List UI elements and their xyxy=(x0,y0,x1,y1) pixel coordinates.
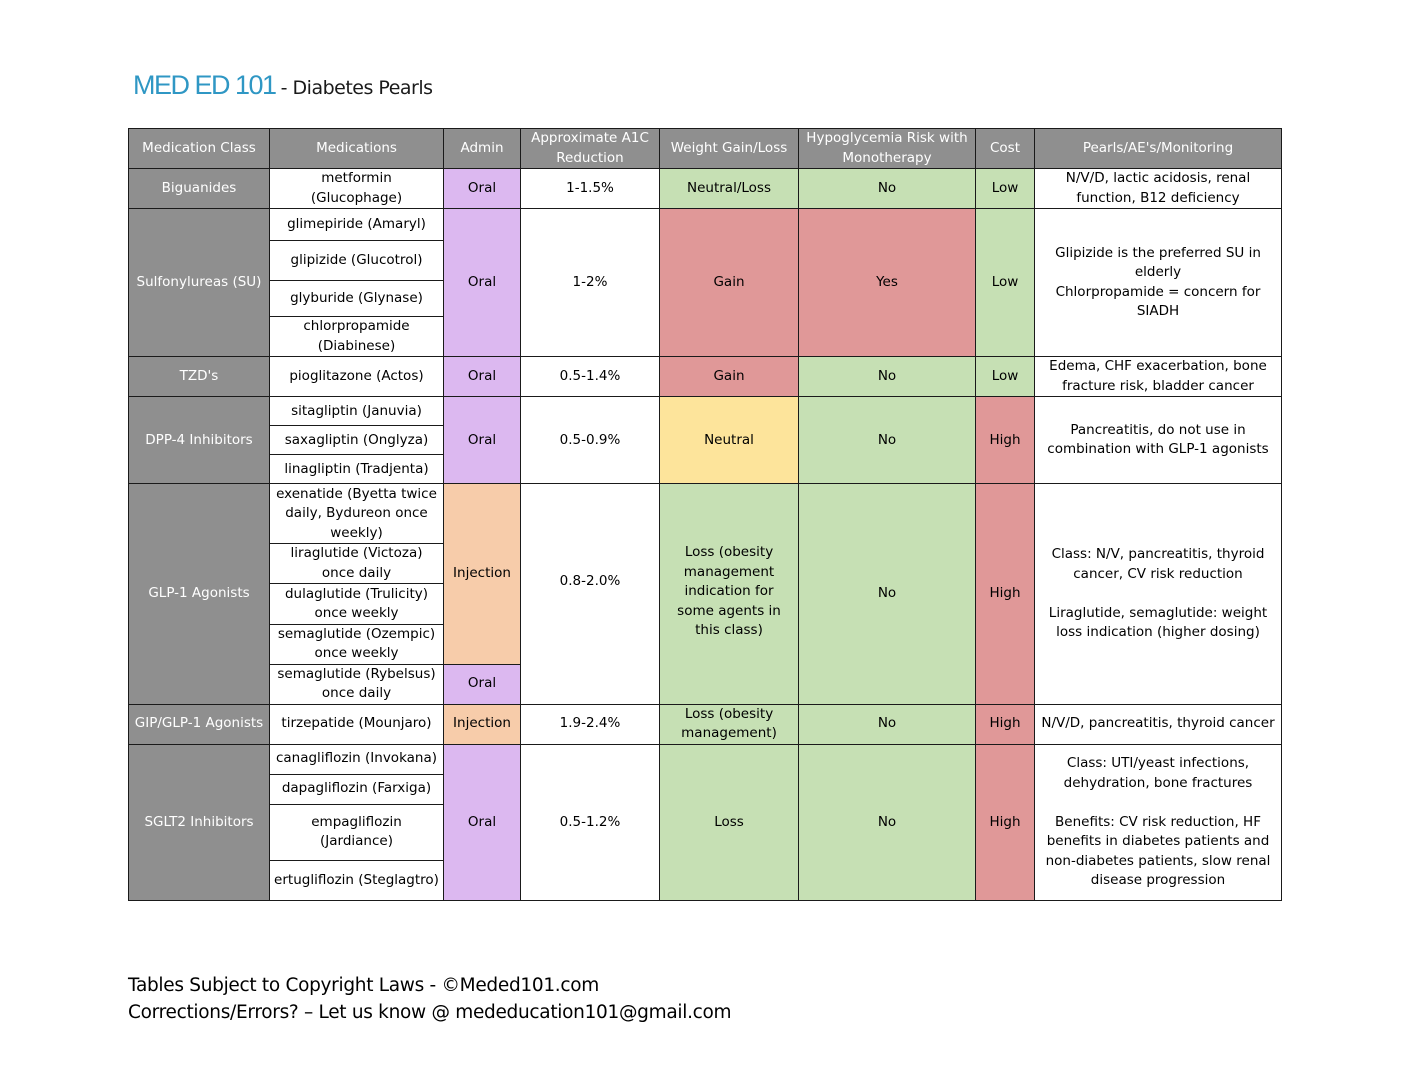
hypoglycemia-cell: No xyxy=(799,397,976,484)
admin-cell: Oral xyxy=(444,744,521,900)
hypoglycemia-cell: No xyxy=(799,744,976,900)
admin-cell: Oral xyxy=(444,397,521,484)
cost-cell: High xyxy=(976,397,1035,484)
weight-cell: Gain xyxy=(660,209,799,357)
class-name-cell: DPP-4 Inhibitors xyxy=(129,397,270,484)
spacer xyxy=(1039,793,1277,813)
medication-cell: canagliflozin (Invokana) xyxy=(270,744,444,774)
hypoglycemia-cell: No xyxy=(799,357,976,397)
column-header: Weight Gain/Loss xyxy=(660,129,799,169)
class-name-cell: GLP-1 Agonists xyxy=(129,484,270,704)
pearl-text: N/V/D, lactic acidosis, renal function, B12 deficiency xyxy=(1065,170,1251,206)
pearls-cell xyxy=(1035,704,1282,744)
table-row xyxy=(129,397,1282,426)
column-header: Medications xyxy=(270,129,444,169)
admin-cell: Oral xyxy=(444,357,521,397)
a1c-cell: 1.9-2.4% xyxy=(521,704,660,744)
cost-cell: High xyxy=(976,744,1035,900)
admin-cell: Injection xyxy=(444,704,521,744)
medication-cell: metformin (Glucophage) xyxy=(270,169,444,209)
pearl-text: Chlorpropamide = concern for SIADH xyxy=(1055,283,1261,320)
medication-cell: linagliptin (Tradjenta) xyxy=(270,455,444,484)
medication-cell: semaglutide (Rybelsus) once daily xyxy=(270,664,444,704)
column-header: Cost xyxy=(976,129,1035,169)
cost-cell: Low xyxy=(976,357,1035,397)
pearls-cell xyxy=(1035,397,1282,484)
table-row xyxy=(129,209,1282,241)
medication-cell: tirzepatide (Mounjaro) xyxy=(270,704,444,744)
page-title xyxy=(133,70,433,101)
weight-cell: Neutral xyxy=(660,397,799,484)
pearls-cell xyxy=(1035,484,1282,704)
table-row xyxy=(129,704,1282,744)
class-name-cell: Sulfonylureas (SU) xyxy=(129,209,270,357)
admin-cell: Oral xyxy=(444,209,521,357)
medication-cell: glipizide (Glucotrol) xyxy=(270,241,444,281)
class-name-cell: TZD's xyxy=(129,357,270,397)
spacer xyxy=(1039,584,1277,604)
class-name-cell: Biguanides xyxy=(129,169,270,209)
hypoglycemia-cell: No xyxy=(799,704,976,744)
pearl-text: N/V/D, pancreatitis, thyroid cancer xyxy=(1041,715,1275,732)
copyright-notice: Tables Subject to Copyright Laws - ©Meded101.com xyxy=(128,975,599,996)
diabetes-medications-table xyxy=(128,128,1282,901)
weight-cell: Neutral/Loss xyxy=(660,169,799,209)
weight-cell: Loss (obesity management indication for some agents in this class) xyxy=(660,484,799,704)
medication-cell: semaglutide (Ozempic) once weekly xyxy=(270,624,444,664)
pearl-text: Edema, CHF exacerbation, bone fracture risk, bladder cancer xyxy=(1049,358,1267,394)
medication-cell: empagliflozin (Jardiance) xyxy=(270,804,444,860)
cost-cell: High xyxy=(976,484,1035,704)
medication-cell: liraglutide (Victoza) once daily xyxy=(270,544,444,584)
weight-cell: Loss (obesity management) xyxy=(660,704,799,744)
cost-cell: High xyxy=(976,704,1035,744)
table-row xyxy=(129,484,1282,544)
medication-cell: dapagliflozin (Farxiga) xyxy=(270,774,444,804)
pearl-text: Liraglutide, semaglutide: weight loss indication (higher dosing) xyxy=(1048,604,1268,641)
table-row xyxy=(129,169,1282,209)
medication-cell: pioglitazone (Actos) xyxy=(270,357,444,397)
a1c-cell: 0.5-0.9% xyxy=(521,397,660,484)
table-row xyxy=(129,744,1282,774)
pearl-text: Benefits: CV risk reduction, HF benefits in diabetes patients and non-diabetes patients, slow renal disease progression xyxy=(1045,813,1271,889)
admin-cell: Oral xyxy=(444,169,521,209)
medication-cell: glimepiride (Amaryl) xyxy=(270,209,444,241)
corrections-contact: Corrections/Errors? – Let us know @ mededucation101@gmail.com xyxy=(128,1002,732,1023)
column-header: Hypoglycemia Risk with Monotherapy xyxy=(799,129,976,169)
weight-cell: Loss xyxy=(660,744,799,900)
table-header-row xyxy=(129,129,1282,169)
column-header: Pearls/AE's/Monitoring xyxy=(1035,129,1282,169)
pearls-cell xyxy=(1035,169,1282,209)
pearl-text: Pancreatitis, do not use in combination with GLP-1 agonists xyxy=(1047,421,1269,458)
pearls-cell xyxy=(1035,357,1282,397)
column-header: Approximate A1C Reduction xyxy=(521,129,660,169)
class-name-cell: SGLT2 Inhibitors xyxy=(129,744,270,900)
brand-logo: MED ED 101 xyxy=(133,70,276,100)
class-name-cell: GIP/GLP-1 Agonists xyxy=(129,704,270,744)
pearl-text: Class: UTI/yeast infections, dehydration, bone fractures xyxy=(1063,755,1253,791)
medication-cell: chlorpropamide (Diabinese) xyxy=(270,317,444,357)
pearl-text: Class: N/V, pancreatitis, thyroid cancer, CV risk reduction xyxy=(1051,546,1265,582)
medication-cell: sitagliptin (Januvia) xyxy=(270,397,444,426)
page-subtitle: - Diabetes Pearls xyxy=(280,77,433,99)
admin-cell: Injection xyxy=(444,484,521,664)
footer xyxy=(128,972,731,1026)
hypoglycemia-cell: No xyxy=(799,484,976,704)
medication-cell: dulaglutide (Trulicity) once weekly xyxy=(270,584,444,624)
medication-cell: exenatide (Byetta twice daily, Bydureon once weekly) xyxy=(270,484,444,544)
table-row xyxy=(129,357,1282,397)
a1c-cell: 0.5-1.4% xyxy=(521,357,660,397)
a1c-cell: 1-2% xyxy=(521,209,660,357)
weight-cell: Gain xyxy=(660,357,799,397)
medication-cell: ertugliflozin (Steglagtro) xyxy=(270,860,444,900)
medication-cell: saxagliptin (Onglyza) xyxy=(270,426,444,455)
hypoglycemia-cell: Yes xyxy=(799,209,976,357)
pearl-text: Glipizide is the preferred SU in elderly xyxy=(1055,244,1261,281)
column-header: Admin xyxy=(444,129,521,169)
admin-cell: Oral xyxy=(444,664,521,704)
pearls-cell xyxy=(1035,744,1282,900)
a1c-cell: 0.8-2.0% xyxy=(521,484,660,704)
cost-cell: Low xyxy=(976,169,1035,209)
pearls-cell xyxy=(1035,209,1282,357)
medication-cell: glyburide (Glynase) xyxy=(270,281,444,317)
a1c-cell: 0.5-1.2% xyxy=(521,744,660,900)
cost-cell: Low xyxy=(976,209,1035,357)
column-header: Medication Class xyxy=(129,129,270,169)
hypoglycemia-cell: No xyxy=(799,169,976,209)
a1c-cell: 1-1.5% xyxy=(521,169,660,209)
